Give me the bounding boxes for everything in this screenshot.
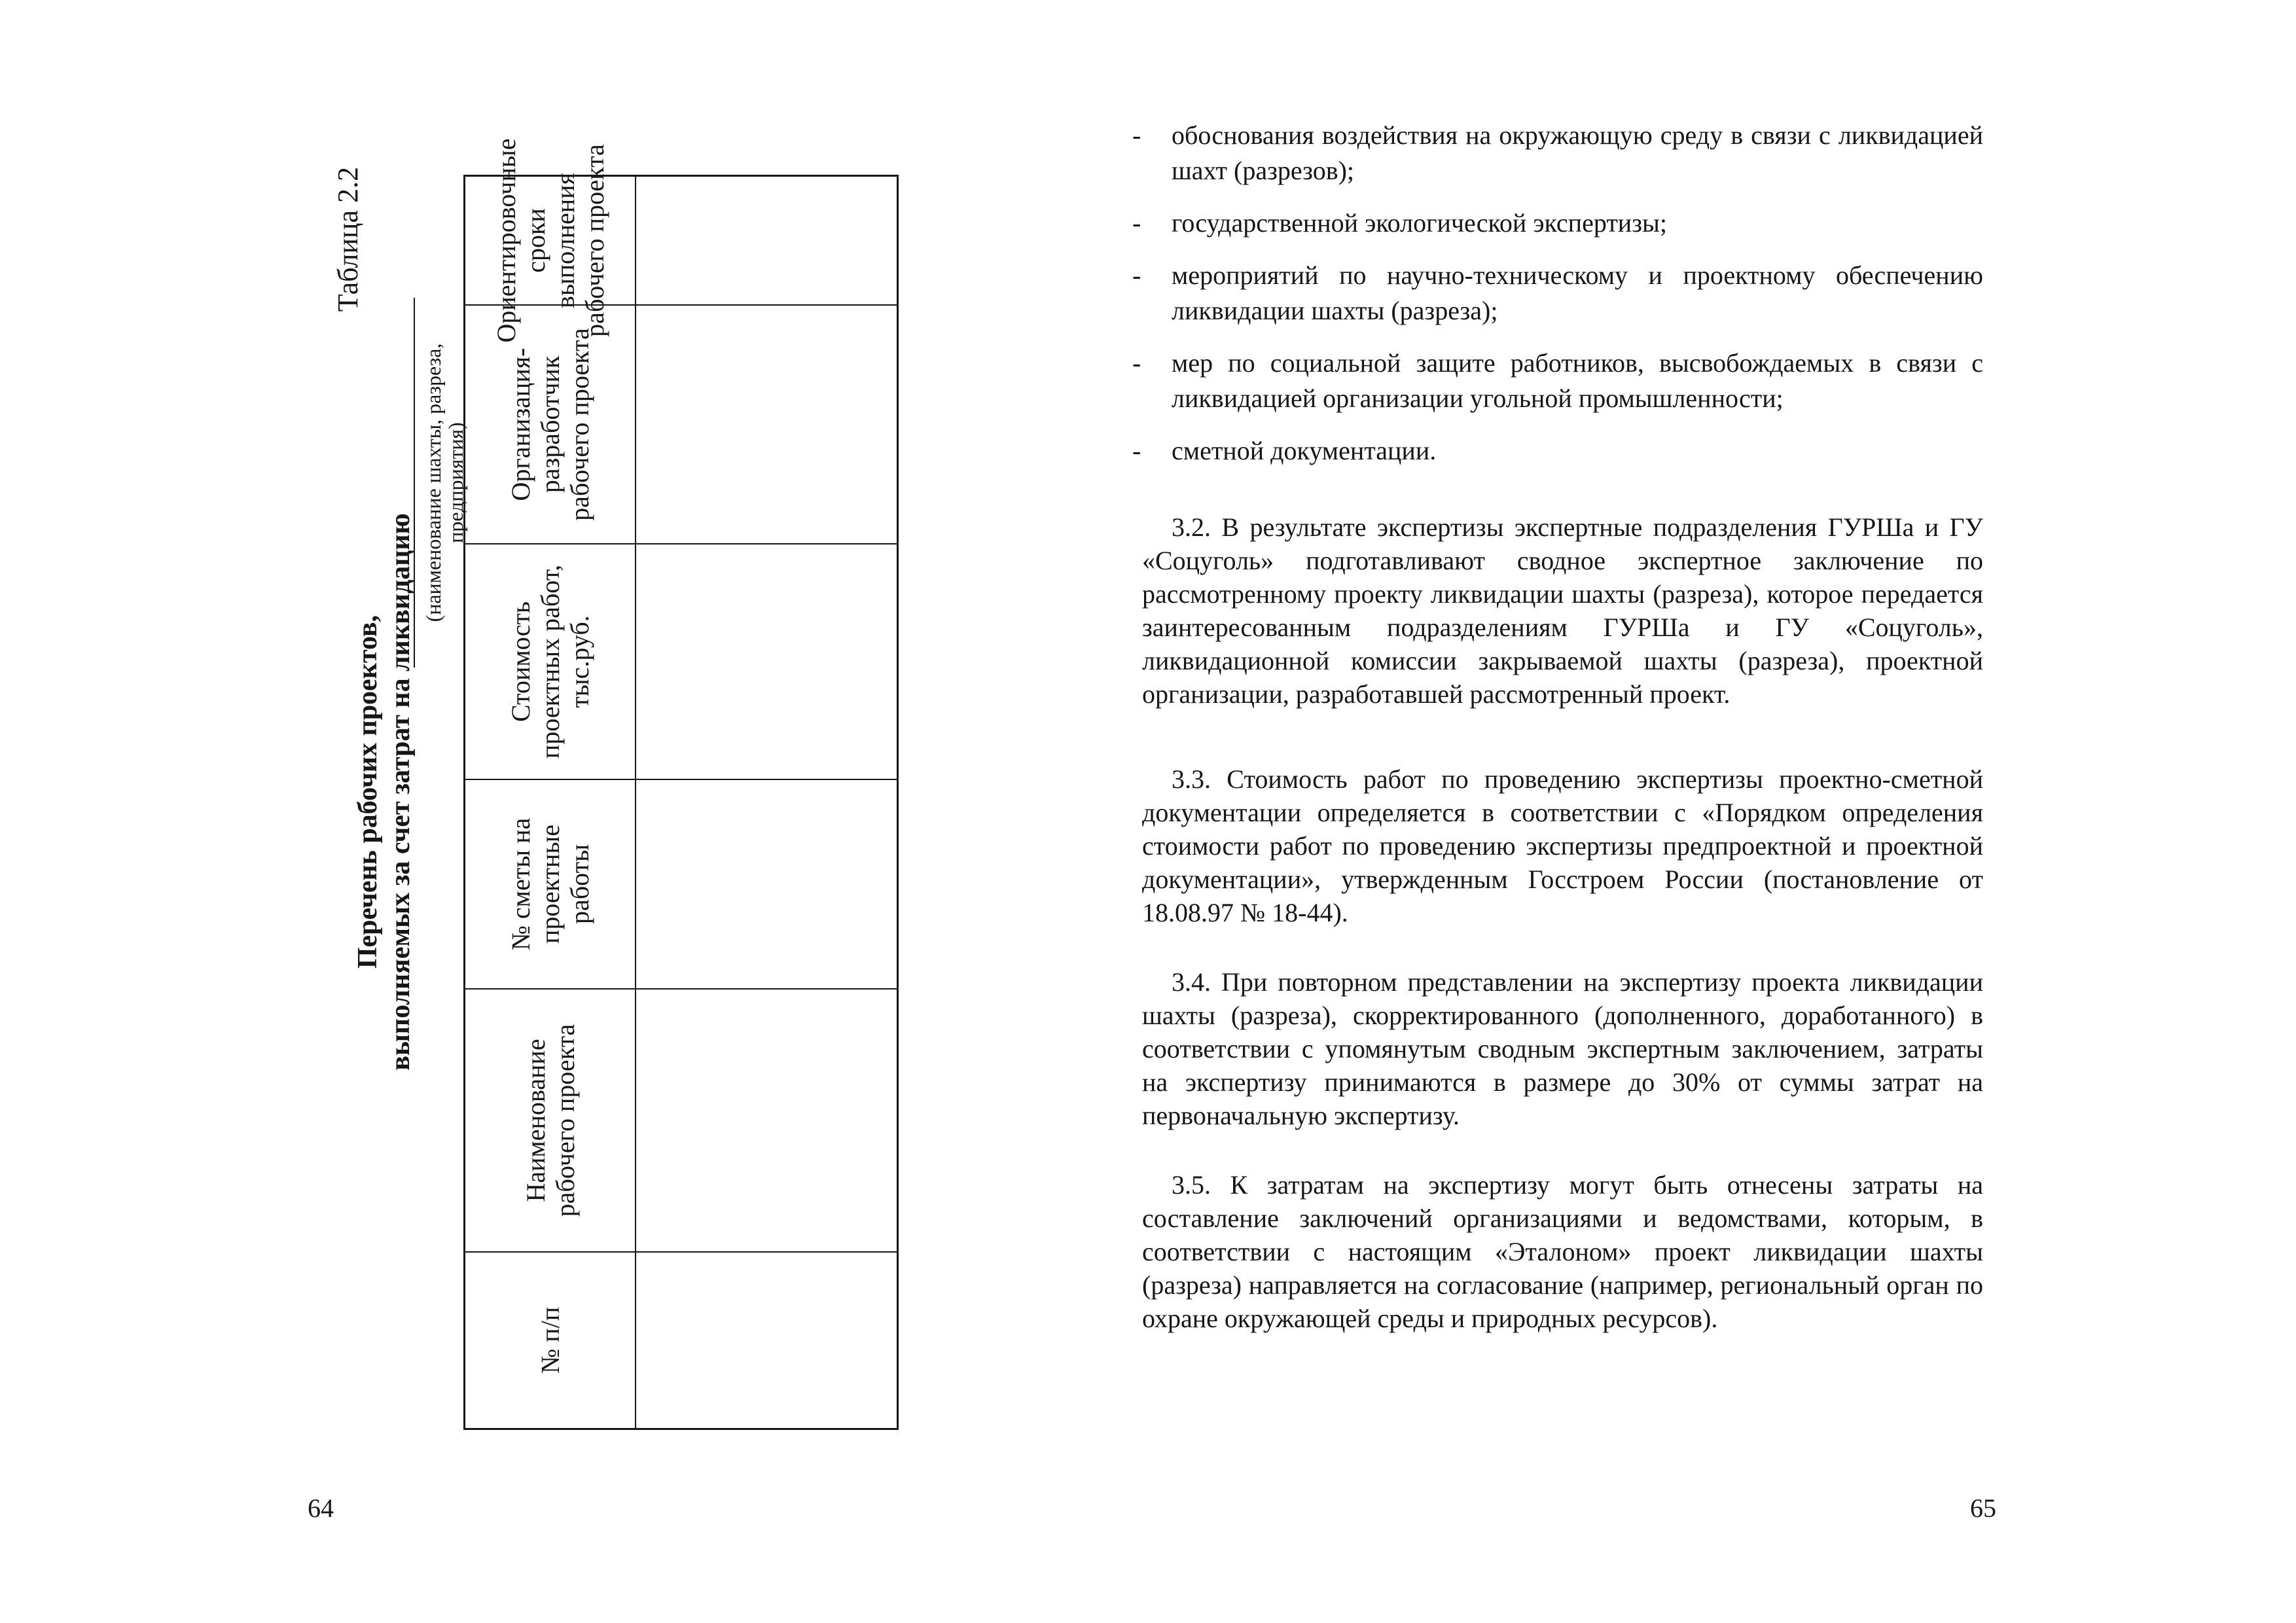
table-subtitle: (наименование шахты, разреза, предприятия) (422, 343, 467, 622)
table-cell (636, 988, 897, 1251)
projects-table (463, 138, 899, 1430)
column-header: Организация-разработчик рабочего проекта (465, 304, 636, 543)
list-item (1132, 205, 1983, 241)
list-item (1132, 346, 1983, 416)
bullet-text: государственной экологической экспертизы; (1172, 208, 1667, 238)
bullet-text: мер по социальной защите работников, высвобождаемых в связи с ликвидацией организации угольной промышленности; (1172, 348, 1983, 413)
column-header: № п/п (465, 1251, 636, 1428)
table-cell (636, 177, 897, 304)
column-header: Наименование рабочего проекта (465, 988, 636, 1251)
table-title-line2: выполняемых за счет затрат на ликвидацию (386, 513, 416, 1071)
column-header: Стоимость проектных работ, тыс.руб. (465, 543, 636, 779)
table-title-line1: Перечень рабочих проектов, (353, 615, 383, 969)
page-number-right: 65 (1970, 1493, 1996, 1523)
paragraph-3-2: 3.2. В результате экспертизы экспертные подразделения ГУРШа и ГУ «Соцуголь» подготавливают сводное экспертное заключение по рассмотренному проекту ликвидации шахты (разреза), которое передается заинтересованным подразделениям ГУРШа и ГУ «Соцуголь», ликвидационной комиссии закрываемой шахты (разреза), проектной организации, разработавшей рассмотренный проект. (1142, 512, 1983, 709)
page-number-left: 64 (308, 1493, 334, 1523)
table-cell (636, 304, 897, 543)
bullet-mark: - (1132, 260, 1141, 290)
paragraph-3-4: 3.4. При повторном представлении на экспертизу проекта ликвидации шахты (разреза), скорректированного (дополненного, доработанного) в соответствии с упомянутым сводным экспертным заключением, затраты на экспертизу принимаются в размере до 30% от суммы затрат на первоначальную экспертизу. (1142, 967, 1983, 1130)
column-header: Ориентировочные сроки выполнения рабочего проекта (465, 177, 636, 304)
bullet-text: мероприятий по научно-техническому и проектному обеспечению ликвидации шахты (разреза); (1172, 260, 1983, 325)
list-item (1132, 258, 1983, 329)
table-cell (636, 543, 897, 779)
bullet-mark: - (1132, 436, 1141, 465)
bullet-text: обоснования воздействия на окружающую среду в связи с ликвидацией шахт (разрезов); (1172, 120, 1983, 185)
table-cell (636, 779, 897, 988)
table-cell (636, 1251, 897, 1428)
list-item (1132, 433, 1983, 469)
list-item (1132, 118, 1983, 188)
bullet-mark: - (1132, 348, 1141, 378)
bullet-text: сметной документации. (1172, 436, 1437, 465)
bullet-mark: - (1132, 208, 1141, 238)
paragraph-3-3: 3.3. Стоимость работ по проведению экспертизы проектно-сметной документации определяется в соответствии с «Порядком определения стоимости работ по проведению экспертизы предпроектной и проектной документации», утвержденным Госстроем России (постановление от 18.08.97 № 18-44). (1142, 764, 1983, 927)
bullet-list (1132, 118, 1983, 486)
bullet-mark: - (1132, 120, 1141, 150)
blank-underline (414, 298, 415, 668)
column-header: № сметы на проектные работы (465, 779, 636, 988)
rotated-table-block (298, 128, 926, 1456)
table-caption: Таблица 2.2 (332, 167, 364, 312)
paragraph-3-5: 3.5. К затратам на экспертизу могут быть отнесены затраты на составление заключений организациями и ведомствами, которым, в соответствии с настоящим «Эталоном» проект ликвидации шахты (разреза) направляется на согласование (например, региональный орган по охране окружающей среды и природных ресурсов). (1142, 1170, 1983, 1333)
